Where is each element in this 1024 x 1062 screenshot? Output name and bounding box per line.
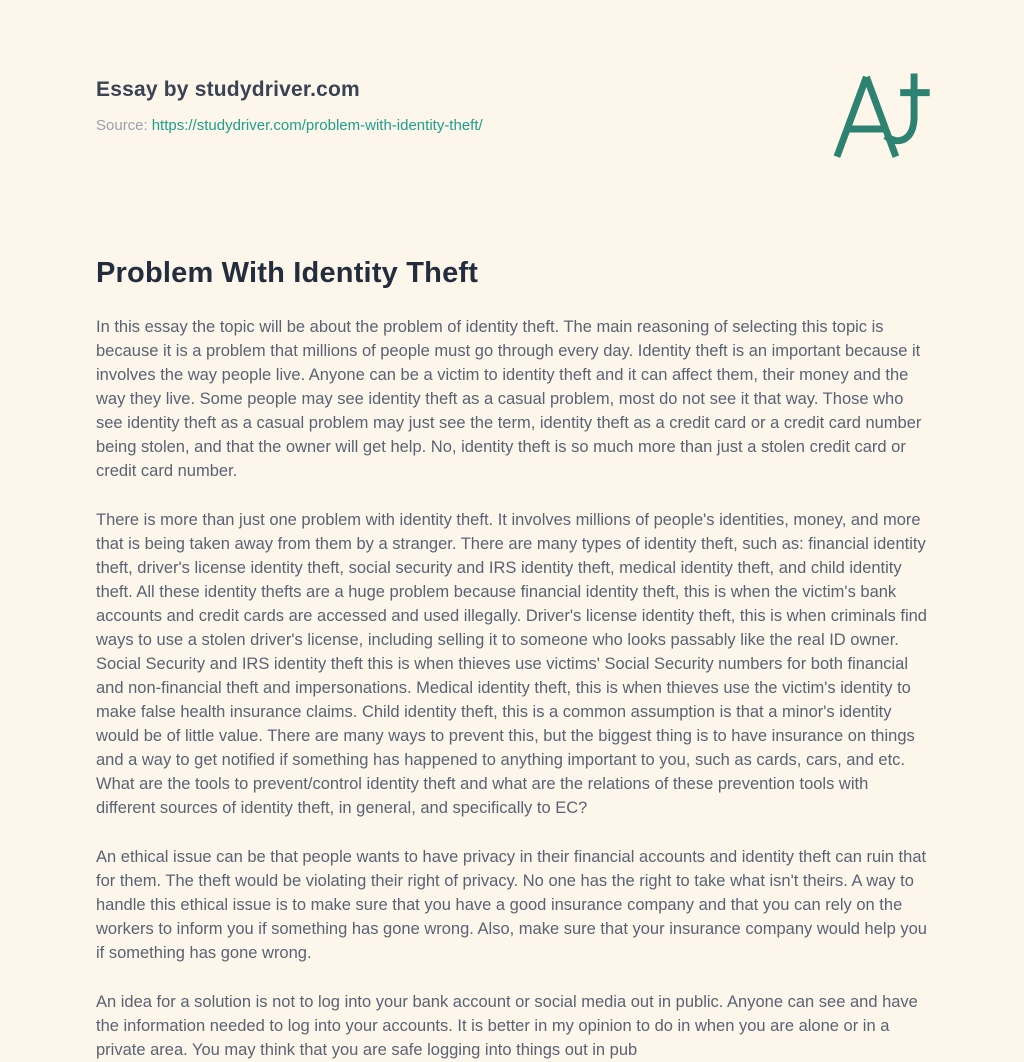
source-link[interactable]: https://studydriver.com/problem-with-identity-theft/: [151, 117, 483, 134]
essay-title: Problem With Identity Theft: [96, 257, 479, 289]
byline: Essay by studydriver.com: [96, 78, 360, 101]
essay-paragraph-3: An ethical issue can be that people wants to have privacy in their financial accounts and identity theft can ruin that for them. The theft would be violating their right of privacy. No one has the right to take what isn't theirs. A way to handle this ethical issue is to make sure that you have a good insurance company and that you can rely on the workers to inform you if something has gone wrong. Also, make sure that your insurance company would help you if something has gone wrong.: [96, 848, 927, 962]
essay-paragraph-4: An idea for a solution is not to log into your bank account or social media out in public. Anyone can see and have the information needed to log into your accounts. It is better in my opinion to do in when you are alone or in a private area. You may think that you are safe logging into things out in pub: [96, 993, 918, 1059]
essay-body: [96, 315, 928, 1062]
page-header: [96, 78, 928, 134]
source-line: [96, 117, 928, 134]
essay-content: [96, 256, 928, 1062]
essay-paragraph-2: There is more than just one problem with identity theft. It involves millions of people's identities, money, and more that is being taken away from them by a stranger. There are many types of identity theft, such as: financial identity theft, driver's license identity theft, social security and IRS identity theft, medical identity theft, and child identity theft. All these identity thefts are a huge problem because financial identity theft, this is when the victim's bank accounts and credit cards are accessed and used illegally. Driver's license identity theft, this is when criminals find ways to use a stolen driver's license, including selling it to someone who looks passably like the real ID owner. Social Security and IRS identity theft this is when thieves use victims' Social Security numbers for both financial and non-financial theft and impersonations. Medical identity theft, this is when thieves use the victim's identity to make false health insurance claims. Child identity theft, this is a common assumption is that a minor's identity would be of little value. There are many ways to prevent this, but the biggest thing is to have insurance on things and a way to get notified if something has happened to anything important to you, such as cards, cars, and etc. What are the tools to prevent/control identity theft and what are the relations of these prevention tools with different sources of identity theft, in general, and specifically to EC?: [96, 511, 927, 817]
source-label: Source:: [96, 117, 148, 134]
studydriver-logo-icon: [830, 68, 934, 164]
essay-paragraph-1: In this essay the topic will be about the problem of identity theft. The main reasoning of selecting this topic is because it is a problem that millions of people must go through every day. Identity theft is an important because it involves the way people live. Anyone can be a victim to identity theft and it can affect them, their money and the way they live. Some people may see identity theft as a casual problem, most do not see it that way. Those who see identity theft as a casual problem may just see the term, identity theft as a credit card or a credit card number being stolen, and that the owner will get help. No, identity theft is so much more than just a stolen credit card or credit card number.: [96, 318, 922, 480]
